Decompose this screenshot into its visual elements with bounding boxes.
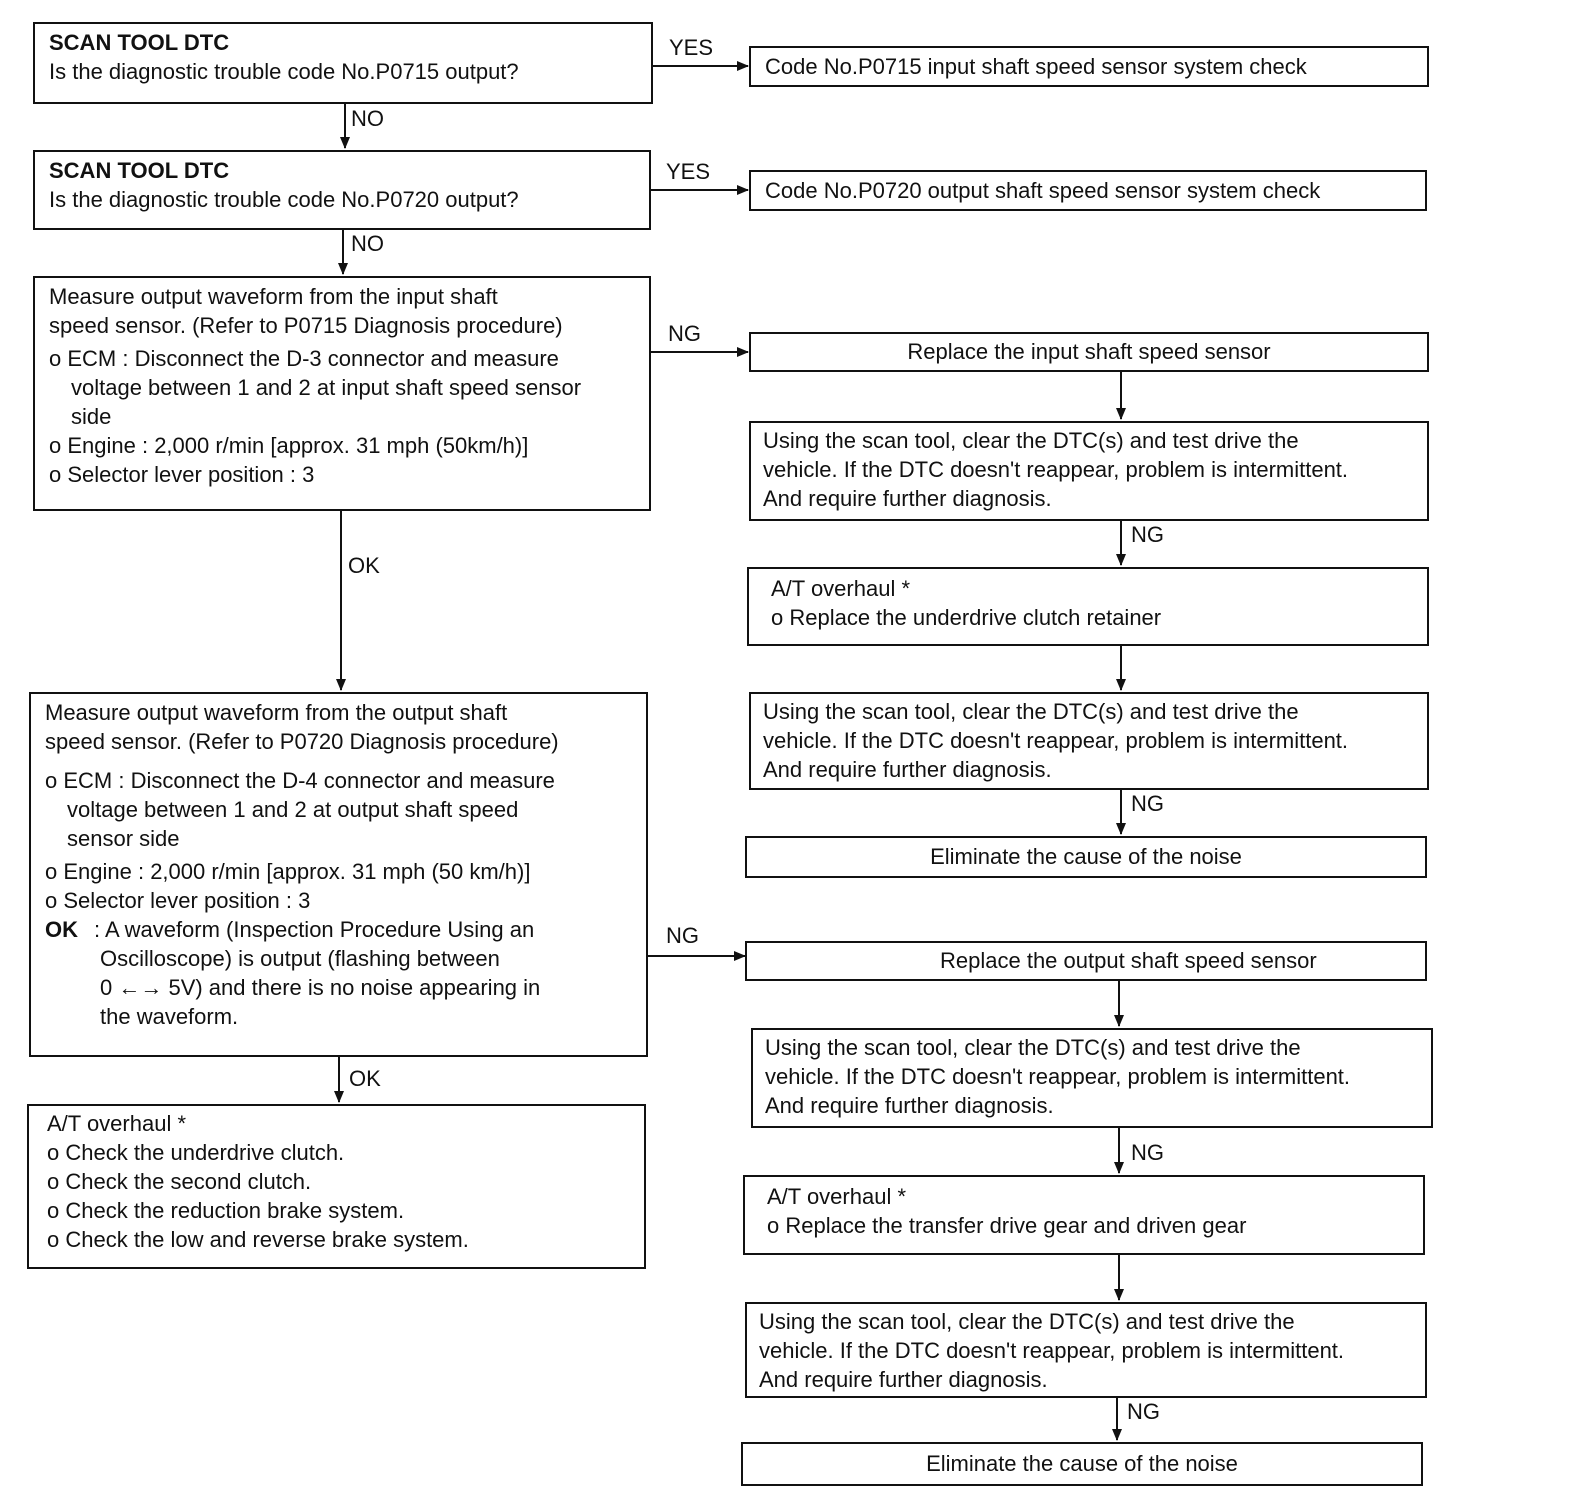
ecm-item-line: side [71, 404, 112, 429]
engine-item: o Engine : 2,000 r/min [approx. 31 mph (50km/h)] [49, 433, 529, 458]
p0715-check-text: Code No.P0715 input shaft speed sensor system check [765, 54, 1307, 79]
label-m2-ng: NG [666, 923, 699, 948]
clear-dtc-line: And require further diagnosis. [763, 757, 1052, 782]
measure-input-shaft-box [33, 276, 651, 511]
ok-criteria [45, 915, 632, 1031]
label-c2-ng: NG [1131, 791, 1164, 816]
label-m1-ng: NG [668, 321, 701, 346]
overhaul-item: o Check the reduction brake system. [47, 1198, 405, 1223]
clear-dtc-line: Using the scan tool, clear the DTC(s) and test drive the [765, 1035, 1301, 1060]
overhaul-title: A/T overhaul * [47, 1111, 187, 1136]
eliminate-noise-box [745, 836, 1427, 878]
measure-text: speed sensor. (Refer to P0720 Diagnosis procedure) [45, 729, 559, 754]
overhaul-item: o Check the underdrive clutch. [47, 1140, 345, 1165]
label-q2-no: NO [351, 231, 384, 256]
selector-item: o Selector lever position : 3 [45, 888, 311, 913]
overhaul-title: A/T overhaul * [771, 576, 911, 601]
clear-dtc-line: Using the scan tool, clear the DTC(s) and test drive the [763, 699, 1299, 724]
measure-text: Measure output waveform from the input shaft [49, 284, 498, 309]
overhaul-item: o Replace the underdrive clutch retainer [771, 605, 1162, 630]
overhaul-title: A/T overhaul * [767, 1184, 907, 1209]
question-title: SCAN TOOL DTC [49, 158, 230, 183]
clear-dtc-box [751, 1028, 1433, 1128]
clear-dtc-line: vehicle. If the DTC doesn't reappear, problem is intermittent. [763, 457, 1349, 482]
ok-criteria-line: 0 ←→ 5V) and there is no noise appearing in [100, 975, 541, 1000]
replace-output-sensor-box [745, 941, 1427, 981]
label-q2-yes: YES [666, 159, 711, 184]
label-q1-yes: YES [669, 35, 714, 60]
eliminate-noise-text: Eliminate the cause of the noise [926, 1451, 1238, 1476]
ecm-item [45, 766, 632, 853]
clear-dtc-line: Using the scan tool, clear the DTC(s) and test drive the [759, 1309, 1295, 1334]
replace-input-sensor-text: Replace the input shaft speed sensor [907, 339, 1271, 364]
ok-criteria-line: the waveform. [100, 1004, 239, 1029]
overhaul-final-box [27, 1104, 646, 1269]
overhaul-item: o Check the second clutch. [47, 1169, 312, 1194]
engine-item: o Engine : 2,000 r/min [approx. 31 mph (50 km/h)] [45, 859, 531, 884]
clear-dtc-box [749, 692, 1429, 790]
ecm-item-line: voltage between 1 and 2 at input shaft speed sensor [71, 375, 582, 400]
p0715-check-box [749, 46, 1429, 87]
ecm-item-line: voltage between 1 and 2 at output shaft speed [67, 797, 519, 822]
question-text: Is the diagnostic trouble code No.P0715 output? [49, 59, 519, 84]
label-c4-ng: NG [1127, 1399, 1160, 1424]
measure-text: Measure output waveform from the output shaft [45, 700, 508, 725]
question-title: SCAN TOOL DTC [49, 30, 230, 55]
p0720-check-text: Code No.P0720 output shaft speed sensor system check [765, 178, 1321, 203]
clear-dtc-line: vehicle. If the DTC doesn't reappear, problem is intermittent. [765, 1064, 1351, 1089]
eliminate-noise-box [741, 1442, 1423, 1486]
measure-output-shaft-box [29, 692, 648, 1057]
label-m1-ok: OK [348, 553, 380, 578]
eliminate-noise-text: Eliminate the cause of the noise [930, 844, 1242, 869]
question-box-p0720 [33, 150, 651, 230]
overhaul-box [743, 1175, 1425, 1255]
label-q1-no: NO [351, 106, 384, 131]
p0720-check-box [749, 170, 1427, 211]
question-box-p0715 [33, 22, 653, 104]
overhaul-item: o Replace the transfer drive gear and driven gear [767, 1213, 1247, 1238]
clear-dtc-line: And require further diagnosis. [765, 1093, 1054, 1118]
replace-input-sensor-box [749, 332, 1429, 372]
label-c1-ng: NG [1131, 522, 1164, 547]
label-m2-ok: OK [349, 1066, 381, 1091]
ok-criteria-line: Oscilloscope) is output (flashing between [100, 946, 500, 971]
clear-dtc-line: And require further diagnosis. [763, 486, 1052, 511]
label-c3-ng: NG [1131, 1140, 1164, 1165]
ok-criteria-line: : A waveform (Inspection Procedure Using an [94, 917, 535, 942]
ok-key: OK [45, 917, 78, 942]
clear-dtc-line: And require further diagnosis. [759, 1367, 1048, 1392]
overhaul-box [747, 567, 1429, 646]
ecm-item-line: o ECM : Disconnect the D-3 connector and measure [49, 346, 559, 371]
question-text: Is the diagnostic trouble code No.P0720 output? [49, 187, 519, 212]
measure-text: speed sensor. (Refer to P0715 Diagnosis procedure) [49, 313, 563, 338]
ecm-item-line: sensor side [67, 826, 180, 851]
selector-item: o Selector lever position : 3 [49, 462, 315, 487]
clear-dtc-line: vehicle. If the DTC doesn't reappear, problem is intermittent. [763, 728, 1349, 753]
clear-dtc-box [749, 421, 1429, 521]
ecm-item [49, 344, 635, 431]
clear-dtc-box [745, 1302, 1427, 1398]
ecm-item-line: o ECM : Disconnect the D-4 connector and measure [45, 768, 555, 793]
overhaul-item: o Check the low and reverse brake system. [47, 1227, 469, 1252]
replace-output-sensor-text: Replace the output shaft speed sensor [940, 948, 1317, 973]
clear-dtc-line: Using the scan tool, clear the DTC(s) and test drive the [763, 428, 1299, 453]
clear-dtc-line: vehicle. If the DTC doesn't reappear, problem is intermittent. [759, 1338, 1345, 1363]
